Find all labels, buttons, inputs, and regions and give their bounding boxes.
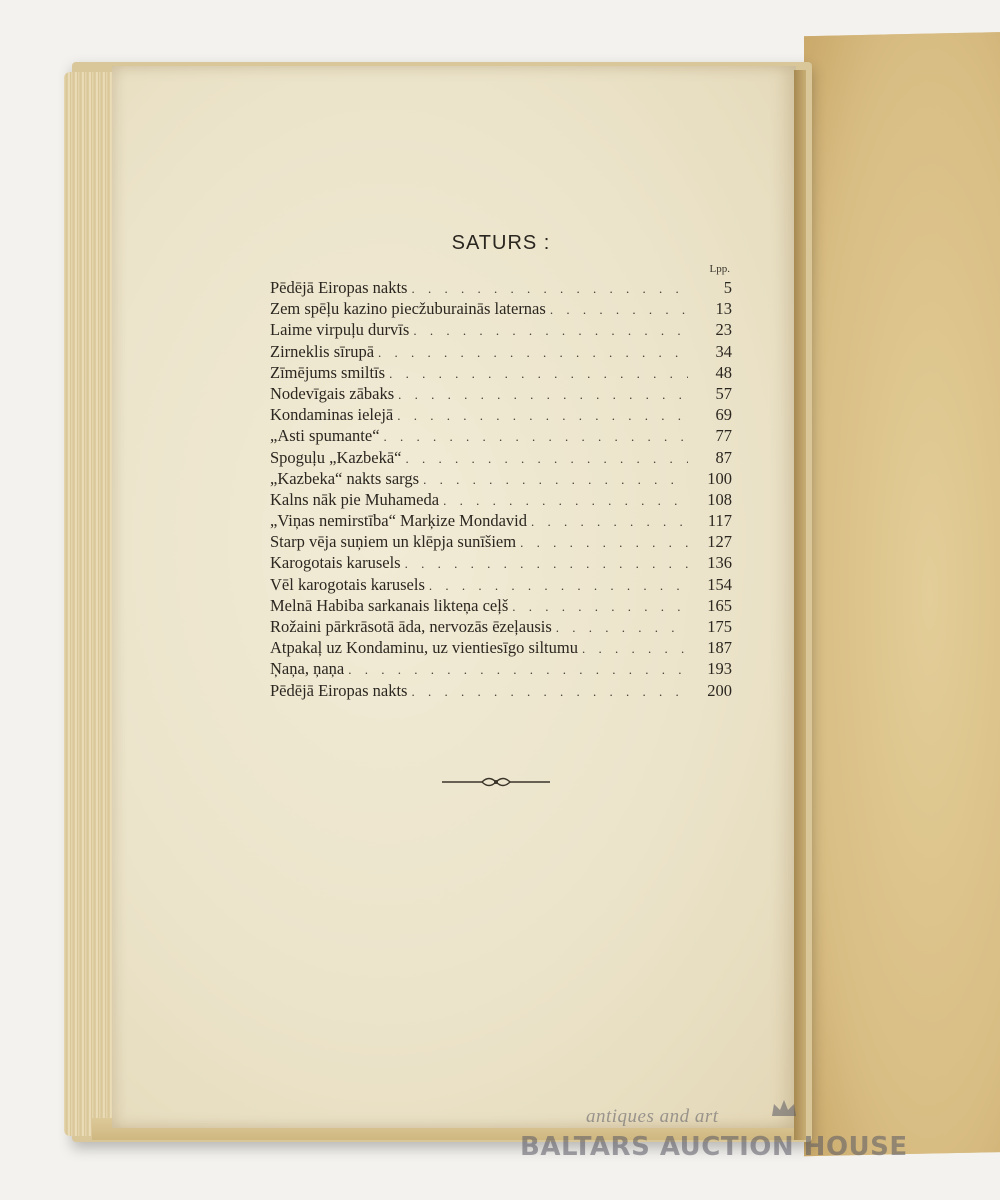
toc-entry-page: 87 (715, 447, 732, 467)
toc-leader-dots (429, 575, 688, 596)
toc-entry-title: „Kazbeka“ nakts sargs (270, 468, 420, 488)
toc-entry-title: Kondaminas ielejā (270, 405, 394, 425)
toc-entry-page: 48 (715, 362, 732, 382)
toc-entry-page: 69 (715, 405, 732, 425)
toc-entry-title: Spoguļu „Kazbekā“ (270, 447, 402, 467)
toc-entry (270, 404, 732, 425)
toc-entry (270, 298, 732, 319)
toc-leader-dots (512, 596, 688, 617)
page-column-label: Lpp. (709, 263, 730, 275)
toc-entry-page: 57 (715, 383, 732, 403)
toc-entry-title: Vēl karogotais karusels (270, 574, 425, 594)
toc-entry-page: 193 (707, 659, 732, 679)
toc-entry-title: Atpakaļ uz Kondaminu, uz vientiesīgo siltumu (270, 638, 578, 658)
toc-leader-dots (378, 342, 688, 363)
toc-entry-title: Pēdējā Eiropas nakts (270, 278, 408, 297)
toc-entry-page: 77 (715, 426, 732, 446)
auction-house-watermark (520, 1100, 940, 1180)
toc-entry (270, 341, 732, 362)
toc-leader-dots (384, 426, 688, 447)
toc-entry-title: „Asti spumante“ (270, 426, 380, 446)
toc-entry-page: 23 (715, 320, 732, 340)
facing-cover (804, 32, 1000, 1156)
toc-entry-title: Nodevīgais zābaks (270, 383, 395, 403)
toc-entry-title: Ņaņa, ņaņa (270, 659, 345, 679)
toc-entry (270, 574, 732, 595)
toc-leader-dots (411, 681, 688, 702)
toc-entry-title: Karogotais karusels (270, 553, 401, 573)
toc-leader-dots (413, 320, 688, 341)
toc-entry (270, 616, 732, 637)
toc-entry-page: 34 (715, 341, 732, 361)
toc-entry-title: Zirneklis sīrupā (270, 341, 375, 361)
toc-entry-title: Kalns nāk pie Muhameda (270, 489, 440, 509)
toc-entry-page: 136 (707, 553, 732, 573)
table-of-contents (270, 232, 732, 701)
toc-entry (270, 319, 732, 340)
toc-entry-title: Zem spēļu kazino piecžuburainās laternas (270, 299, 546, 319)
toc-entry (270, 447, 732, 468)
toc-leader-dots (398, 384, 688, 405)
toc-entry-page: 117 (707, 511, 732, 531)
crown-icon (770, 1098, 798, 1118)
toc-leader-dots (550, 299, 688, 320)
book-gutter (794, 70, 806, 1140)
toc-leader-dots (389, 363, 688, 384)
toc-entry (270, 552, 732, 573)
toc-entry-page: 5 (723, 278, 732, 297)
toc-entry (270, 362, 732, 383)
toc-leader-dots (423, 469, 688, 490)
toc-entry-title: Laime virpuļu durvīs (270, 320, 410, 340)
toc-entry-page: 13 (715, 299, 732, 319)
toc-entry (270, 425, 732, 446)
toc-entry (270, 489, 732, 510)
toc-leader-dots (556, 617, 688, 638)
toc-leader-dots (531, 511, 688, 532)
toc-entry-page: 100 (707, 468, 732, 488)
toc-heading: SATURS : (451, 232, 551, 254)
toc-entry (270, 510, 732, 531)
toc-entry-title: Rožaini pārkrāsotā āda, nervozās ēzeļausis (270, 617, 552, 636)
toc-entry-page: 165 (707, 595, 732, 615)
toc-entry-page: 200 (707, 680, 732, 700)
toc-leader-dots (348, 659, 688, 680)
toc-entry-title: Zīmējums smiltīs (270, 362, 386, 382)
toc-entry-page: 154 (707, 574, 732, 594)
toc-leader-dots (443, 490, 688, 511)
toc-entry-title: Melnā Habiba sarkanais likteņa ceļš (270, 595, 509, 615)
ornament-divider-icon (440, 772, 552, 792)
toc-entries (270, 277, 732, 701)
toc-entry (270, 531, 732, 552)
toc-entry (270, 383, 732, 404)
toc-entry (270, 658, 732, 679)
toc-entry-page: 108 (707, 489, 732, 509)
toc-leader-dots (406, 448, 689, 469)
toc-entry-page: 175 (707, 617, 732, 636)
toc-entry-title: Starp vēja suņiem un klēpja sunīšiem (270, 532, 517, 552)
toc-entry-page: 187 (707, 638, 732, 658)
watermark-tagline: antiques and art (586, 1106, 719, 1127)
toc-entry-title: „Viņas nemirstība“ Marķize Mondavid (270, 511, 527, 531)
toc-entry (270, 637, 732, 658)
toc-entry (270, 468, 732, 489)
toc-leader-dots (582, 638, 688, 659)
toc-leader-dots (405, 553, 688, 574)
toc-entry (270, 680, 732, 701)
toc-entry-title: Pēdējā Eiropas nakts (270, 680, 408, 700)
toc-entry (270, 277, 732, 298)
toc-entry (270, 595, 732, 616)
toc-leader-dots (411, 278, 688, 299)
toc-entry-page: 127 (707, 532, 732, 552)
toc-leader-dots (397, 405, 688, 426)
watermark-name: BALTARS AUCTION HOUSE (520, 1132, 908, 1162)
toc-leader-dots (520, 532, 688, 553)
